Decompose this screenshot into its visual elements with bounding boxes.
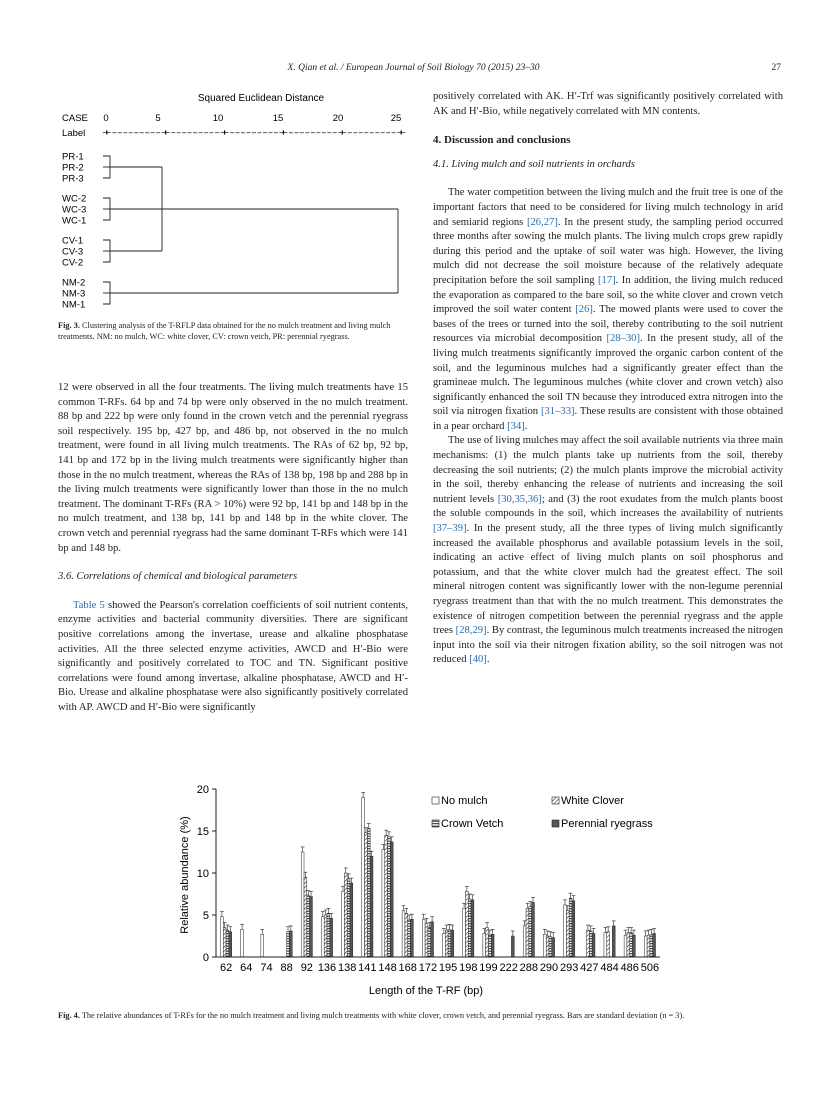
bar xyxy=(529,907,532,957)
dendrogram-case-label: CV-1 xyxy=(62,235,84,247)
fig3-caption-label: Fig. 3. xyxy=(58,321,80,330)
bar xyxy=(289,931,292,957)
y-tick-label: 5 xyxy=(202,910,209,922)
bar xyxy=(408,920,411,957)
dendrogram-tick: 5 xyxy=(155,113,161,124)
bar xyxy=(385,835,388,957)
fig3-caption-text: Clustering analysis of the T-RFLP data obtained for the no mulch treatment and living mulch treatments. NM: no mulch, WC: white clover, CV: crown vetch, PR: perennial ryegrass. xyxy=(58,321,391,341)
dendrogram-tick: 25 xyxy=(390,113,402,124)
dendrogram-links xyxy=(103,156,398,304)
right-column xyxy=(433,90,783,668)
x-tick-label: 484 xyxy=(600,962,619,974)
dendrogram-case-label: WC-2 xyxy=(62,193,87,205)
tfr-bar-chart xyxy=(170,780,690,1000)
bar xyxy=(523,926,526,957)
bar xyxy=(532,902,535,957)
bar xyxy=(463,908,466,957)
x-tick-label: 293 xyxy=(560,962,579,974)
bar xyxy=(425,923,428,957)
chart-legend xyxy=(432,795,653,830)
dendrogram-case-label: PR-2 xyxy=(62,162,84,174)
bar xyxy=(564,905,567,957)
x-tick-label: 136 xyxy=(317,962,337,974)
bar xyxy=(552,938,555,957)
bar xyxy=(451,930,454,957)
bar xyxy=(491,934,494,957)
bar xyxy=(350,883,353,957)
y-tick-label: 10 xyxy=(196,868,209,880)
bar xyxy=(344,873,347,957)
bar xyxy=(304,877,307,957)
y-tick-label: 0 xyxy=(202,952,209,964)
bar xyxy=(549,937,552,957)
x-tick-label: 222 xyxy=(499,962,518,974)
dendrogram-case-label: PR-3 xyxy=(62,173,84,185)
legend-label: No mulch xyxy=(441,795,488,807)
section-3-6-heading: 3.6. Correlations of chemical and biological parameters xyxy=(58,571,298,583)
x-tick-label: 506 xyxy=(640,962,660,974)
ref-40[interactable]: [40] xyxy=(469,654,487,666)
x-tick-label: 199 xyxy=(479,962,498,974)
bar xyxy=(226,930,229,957)
x-tick-label: 172 xyxy=(418,962,438,974)
bar xyxy=(465,891,468,957)
bar xyxy=(365,833,368,957)
bar xyxy=(342,891,345,957)
bar xyxy=(310,897,313,957)
dendrogram-cases xyxy=(62,152,86,311)
x-tick-label: 64 xyxy=(240,962,253,974)
section-4-heading: 4. Discussion and conclusions xyxy=(433,134,571,147)
bar xyxy=(543,934,546,957)
dendrogram-case-label: WC-1 xyxy=(62,215,87,227)
bar xyxy=(526,908,529,957)
bar xyxy=(647,935,650,957)
bar xyxy=(330,918,333,957)
x-axis xyxy=(216,957,660,974)
bar xyxy=(370,856,373,957)
bar xyxy=(411,919,414,957)
bar xyxy=(367,828,370,957)
bar xyxy=(644,936,647,957)
bar xyxy=(390,842,393,957)
bar xyxy=(624,935,627,957)
dendrogram-case-label: PR-1 xyxy=(62,151,84,163)
bar xyxy=(650,934,653,957)
bar xyxy=(587,930,590,957)
bar xyxy=(471,900,474,957)
dendrogram-ruler: +---------+---------+---------+---------+---------+ xyxy=(102,128,407,137)
left-column xyxy=(58,381,408,715)
bar xyxy=(327,913,330,957)
bar xyxy=(324,915,327,957)
bar xyxy=(382,849,385,957)
dendrogram-case-label: NM-1 xyxy=(62,299,86,311)
bar xyxy=(612,926,615,957)
ref-28-29[interactable]: [28,29] xyxy=(455,625,487,637)
x-tick-label: 141 xyxy=(358,962,377,974)
x-axis-label: Length of the T-RF (bp) xyxy=(368,985,484,997)
dendrogram-tick: 10 xyxy=(212,113,224,124)
x-tick-label: 138 xyxy=(338,962,357,974)
bar xyxy=(428,928,431,957)
bar xyxy=(321,917,324,957)
table5-link[interactable]: Table 5 xyxy=(73,599,105,611)
x-tick-label: 62 xyxy=(219,962,233,974)
bar xyxy=(287,932,290,957)
ref-26[interactable]: [26] xyxy=(575,304,593,316)
ref-31-33[interactable]: [31–33] xyxy=(540,406,575,418)
bar xyxy=(653,933,656,957)
bar xyxy=(431,922,434,957)
fig4-caption xyxy=(58,1010,786,1021)
x-tick-label: 195 xyxy=(438,962,458,974)
x-tick-label: 92 xyxy=(300,962,313,974)
ref-37-39[interactable]: [37–39] xyxy=(433,523,467,535)
bar xyxy=(468,899,471,957)
bar xyxy=(223,928,226,957)
x-tick-label: 168 xyxy=(398,962,417,974)
x-tick-label: 288 xyxy=(519,962,538,974)
bar xyxy=(402,911,405,957)
right-paragraph-1: The water competition between the living mulch and the fruit tree is one of the important factors that need to be considered for living mulch technology in arid and semiarid regions [26,27]. In the present study, the sampling period occurred three months after sowing the mulch plants. The living mulch crops grew rapidly during this period and the uptake of soil water was high. However, the living mulch did not decrease the soil moisture because of the relatively adequate precipitation before the soil sampling [17]. In addition, the living mulch reduced the evaporation as compared to the bare soil, so the white clover and crown vetch improved the soil water content [26]. The mowed plants were used to cover the bases of the trees or turned into the soil, thereby contributing to the soil nutrient resources via microbial decomposition [28–30]. In the present study, all of the living mulch treatments significantly improved the organic carbon content of the soil, and the leguminous mulches had a significantly greater effect than the gramineae mulch. The leguminous mulches (white clover and crown vetch) also significantly enhanced the soil TN because they introduced extra nitrogen into the soil via nitrogen fixation [31–33]. These results are consistent with those obtained in a pear orchard [34]. xyxy=(433,187,783,432)
y-tick-label: 20 xyxy=(196,784,209,796)
legend-label: Crown Vetch xyxy=(441,818,504,830)
right-paragraph-2: The use of living mulches may affect the soil available nutrients via three main mechanisms: (1) the mulch plants take up nutrients from the soil, thereby decreasing the soil nutrients; (2) the mulch plants improve the microbial activity in the soil, thereby enhancing the release of nutrients and increasing the soil nutrient levels [30,35,36]; and (3) the root exudates from the mulch plants boost the soluble compounds in the soil, which increases the availability of nutrients [37–39]. In the present study, all the three types of living mulch significantly increased the available phosphorus and available potassium levels in the soil, indicating an active effect of living mulch plants on soil phosphorus and potassium, and that the white clover mulch had the greatest effect. The soil mineral nitrogen content was significantly lower with the non-legume perennial ryegrass treatment than that with the no mulch treatment. This demonstrates the existence of nitrogen competition between the perennial ryegrass and the apple trees [28,29]. By contrast, the leguminous mulch treatments increased the nitrogen input into the soil via their nitrogen fixation ability, so the soil nitrogen was not reduced [40]. xyxy=(433,435,783,666)
y-axis xyxy=(197,784,216,964)
dendrogram-tick: 20 xyxy=(332,113,344,124)
section-4-1-heading: 4.1. Living mulch and soil nutrients in orchards xyxy=(433,158,635,170)
bar xyxy=(511,936,514,957)
bar xyxy=(301,852,304,957)
fig4-caption-label: Fig. 4. xyxy=(58,1011,80,1020)
legend-swatch xyxy=(552,820,559,827)
dendrogram-tick: 15 xyxy=(272,113,284,124)
left-paragraph-1: 12 were observed in all the four treatments. The living mulch treatments have 15 common T-RFs. 64 bp and 74 bp were only observed in the no mulch treatment. 88 bp and 222 bp were only found in the crown vetch and the perennial ryegrass soil respectively. 195 bp, 427 bp, and 486 bp, not observed in the no mulch treatment, were found in all living mulch treatments. The RAs of 62 bp, 92 bp, 141 bp and 172 bp in the living mulch treatments were significantly higher than those in the no mulch treatment, whereas the RAs of 138 bp, 198 bp and 288 bp in the living mulch treatments were significantly lower than those in the no mulch treatment. The dominant T-RFs (RA > 10%) were 92 bp, 141 bp and 148 bp in the no mulch treatment, and 138 bp, 141 bp and 148 bp in the white clover. The crown vetch and perennial ryegrass had the same dominant T-RFs which were 141 bp and 148 bp. xyxy=(58,382,408,554)
x-tick-label: 427 xyxy=(580,962,599,974)
bar xyxy=(589,931,592,957)
bar xyxy=(630,933,633,957)
left-paragraph-2: Table 5 showed the Pearson's correlation coefficients of soil nutrient contents, enzyme activities and bacterial community diversities. There are significant positive correlations among the invertase, urease and alkaline phosphatase activities. All the three selected enzyme activities, AWCD and H′-Bio were significantly and positively correlated to TOC and TN. Significant positive correlations were found among invertase, alkaline phosphatase, AWCD and H′-Bio. Urease and alkaline phosphatase were also significantly positively correlated with AP. AWCD and H′-Bio were significantly xyxy=(58,599,408,713)
dendrogram-tick: 0 xyxy=(103,113,109,124)
bar xyxy=(229,932,232,957)
dendrogram-title: Squared Euclidean Distance xyxy=(197,93,325,104)
ref-17[interactable]: [17] xyxy=(598,274,616,286)
x-tick-label: 198 xyxy=(459,962,478,974)
bar xyxy=(483,933,486,957)
x-tick-label: 88 xyxy=(280,962,293,974)
fig4-caption-text: The relative abundances of T-RFs for the no mulch treatment and living mulch treatments with white clover, crown vetch, and perennial ryegrass. Bars are standard deviation (n = 3). xyxy=(79,1011,685,1020)
bar xyxy=(347,879,350,957)
bar xyxy=(442,933,445,957)
bar xyxy=(261,934,264,957)
page-number: 27 xyxy=(771,63,781,73)
dendrogram-figure xyxy=(58,88,418,318)
bar xyxy=(241,929,244,957)
legend-label: White Clover xyxy=(561,795,624,807)
bar xyxy=(546,936,549,957)
y-tick-label: 15 xyxy=(196,826,209,838)
bar xyxy=(607,932,610,957)
fig3-caption xyxy=(58,320,408,342)
bar xyxy=(572,901,575,957)
dendrogram-case-label: CV-3 xyxy=(62,246,84,258)
ref-34[interactable]: [34] xyxy=(507,420,525,432)
bar xyxy=(307,896,310,957)
ref-28-30[interactable]: [28–30] xyxy=(606,333,641,345)
bar xyxy=(633,935,636,957)
ref-30-35-36[interactable]: [30,35,36] xyxy=(497,493,542,505)
y-axis-label: Relative abundance (%) xyxy=(179,816,191,934)
bar xyxy=(569,898,572,957)
bar xyxy=(604,933,607,957)
bar xyxy=(422,919,425,957)
bar xyxy=(592,933,595,957)
bar xyxy=(362,797,365,957)
legend-swatch xyxy=(432,820,439,827)
x-tick-label: 74 xyxy=(260,962,273,974)
legend-swatch xyxy=(432,797,439,804)
case-label: CASE xyxy=(62,113,88,124)
x-tick-label: 486 xyxy=(620,962,639,974)
journal-citation: X. Qian et al. / European Journal of Soil Biology 70 (2015) 23–30 xyxy=(287,63,540,73)
x-tick-label: 290 xyxy=(539,962,559,974)
legend-swatch xyxy=(552,797,559,804)
right-paragraph-0: positively correlated with AK. H′-Trf was significantly positively correlated with AK and H′-Bio, while negatively correlated with MN contents. xyxy=(433,91,783,117)
dendrogram-case-label: NM-3 xyxy=(62,288,86,300)
label-label: Label xyxy=(62,128,86,139)
legend-label: Perennial ryegrass xyxy=(561,818,653,830)
bar xyxy=(388,837,391,957)
ref-26-27[interactable]: [26,27] xyxy=(526,216,558,228)
bar xyxy=(627,933,630,957)
dendrogram-ticks xyxy=(103,113,401,124)
dendrogram-case-label: CV-2 xyxy=(62,257,84,269)
bar xyxy=(405,913,408,957)
bar xyxy=(486,928,489,957)
bar xyxy=(445,930,448,957)
bar xyxy=(488,935,491,957)
dendrogram-case-label: WC-3 xyxy=(62,204,87,216)
dendrogram-case-label: NM-2 xyxy=(62,277,86,289)
bar xyxy=(448,929,451,957)
x-tick-label: 148 xyxy=(378,962,397,974)
bar xyxy=(566,911,569,957)
